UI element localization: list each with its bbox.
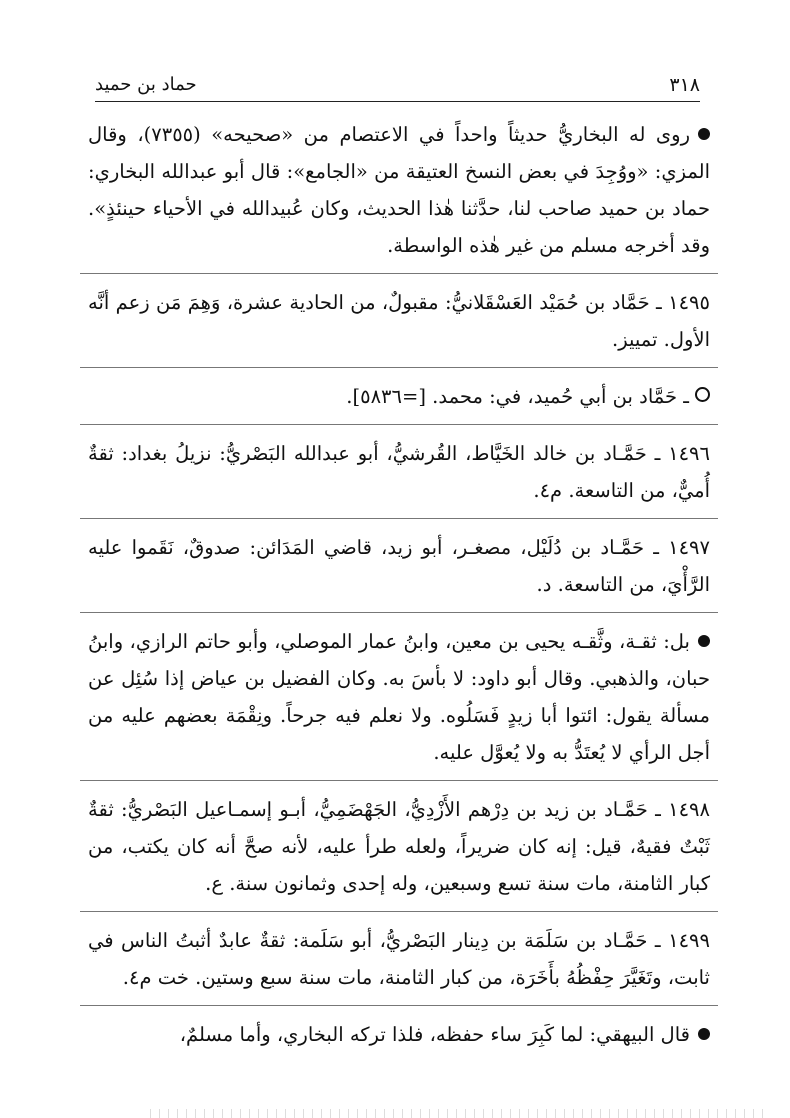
separator-line — [80, 911, 718, 912]
paragraph-text: ١٤٩٩ ـ حَمَّـاد بن سَلَمَة بن دِينار البَصْريُّ، أبو سَلَمة: ثقةٌ عابدٌ أثبتُ الناس في ثابت، وتَغَيَّرَ حِفْظُهُ بأَخَرَة، من كبار الثامنة، مات سنة سبع وستين. خت م٤. — [88, 929, 710, 989]
separator-line — [80, 612, 718, 613]
paragraph-text: ١٤٩٧ ـ حَمَّـاد بن دُلَيْل، مصغـر، أبو زيد، قاضي المَدَائن: صدوقٌ، نَقَموا عليه الرَّأْيَ، من التاسعة. د. — [88, 536, 710, 596]
paragraph-note-1 — [88, 116, 710, 264]
scan-edge-artifact — [150, 1109, 770, 1118]
paragraph-text: بل: ثقـة، وثَّقـه يحيى بن معين، وابنُ عمار الموصلي، وأبو حاتم الرازي، وابنُ حبان، والذهبي. وقال أبو داود: لا بأسَ به. وكان الفضيل بن عياض إذا سُئِل عن مسألة يقول: ائتوا أبا زيدٍ فَسَلُوه. ولا نعلم فيه جرحاً. ونِقْمَة بعضهم عليه من أجل الرأي لا يُعتَدُّ به ولا يُعوَّل عليه. — [88, 630, 710, 764]
paragraph-note-2 — [88, 623, 710, 771]
page-number: ٣١٨ — [661, 74, 700, 96]
paragraph-text: ١٤٩٦ ـ حَمَّـاد بن خالد الخَيَّاط، القُرشيُّ، أبو عبدالله البَصْريُّ: نزيلُ بغداد: ثقةٌ أُميٌّ، من التاسعة. م٤. — [88, 442, 710, 502]
header-rule — [95, 101, 700, 102]
paragraph-text: قال البيهقي: لما كَبِرَ ساء حفظه، فلذا تركه البخاري، وأما مسلمٌ، — [179, 1023, 690, 1046]
bullet-dot-icon — [698, 635, 710, 647]
hollow-circle-icon — [695, 387, 710, 402]
page-header — [95, 74, 700, 102]
entry-1496 — [88, 435, 710, 509]
entry-1499 — [88, 922, 710, 996]
separator-line — [80, 273, 718, 274]
entry-1495 — [88, 284, 710, 358]
separator-line — [80, 518, 718, 519]
paragraph-text: روى له البخاريُّ حديثاً واحداً في الاعتصام من «صحيحه» (٧٣٥٥)، وقال المزي: «ووُجِدَ في بعض النسخ العتيقة من «الجامع»: قال أبو عبدالله البخاري: حماد بن حميد صاحب لنا، حدَّثنا هٰذا الحديث، وكان عُبيدالله في الأحياء حينئذٍ». وقد أخرجه مسلم من غير هٰذه الواسطة. — [88, 123, 710, 257]
paragraph-text: ١٤٩٨ ـ حَمَّـاد بن زيد بن دِرْهم الأَزْدِيُّ، الجَهْضَمِيُّ، أبـو إسمـاعيل البَصْريُّ: ثقةٌ ثَبْتٌ فقيهٌ، قيل: إنه كان ضريراً، ولعله طرأ عليه، لأنه صحَّ أنه كان يكتب، من كبار الثامنة، مات سنة تسع وسبعين، وله إحدى وثمانون سنة. ع. — [88, 798, 710, 895]
paragraph-note-3 — [88, 1016, 710, 1053]
entry-1498 — [88, 791, 710, 902]
paragraph-text: ـ حَمَّاد بن أبي حُميد، في: محمد. [=٥٨٣٦]. — [346, 385, 689, 408]
separator-line — [80, 780, 718, 781]
running-title: حماد بن حميد — [95, 74, 205, 95]
separator-line — [80, 1005, 718, 1006]
separator-line — [80, 424, 718, 425]
page-body — [88, 116, 710, 1053]
separator-line — [80, 367, 718, 368]
paragraph-text: ١٤٩٥ ـ حَمَّاد بن حُمَيْد العَسْقَلانيُّ: مقبولٌ، من الحادية عشرة، وَهِمَ مَن زعم أنَّه الأول. تمييز. — [88, 291, 710, 351]
cross-reference-entry — [88, 378, 710, 415]
bullet-dot-icon — [698, 128, 710, 140]
bullet-dot-icon — [698, 1028, 710, 1040]
entry-1497 — [88, 529, 710, 603]
